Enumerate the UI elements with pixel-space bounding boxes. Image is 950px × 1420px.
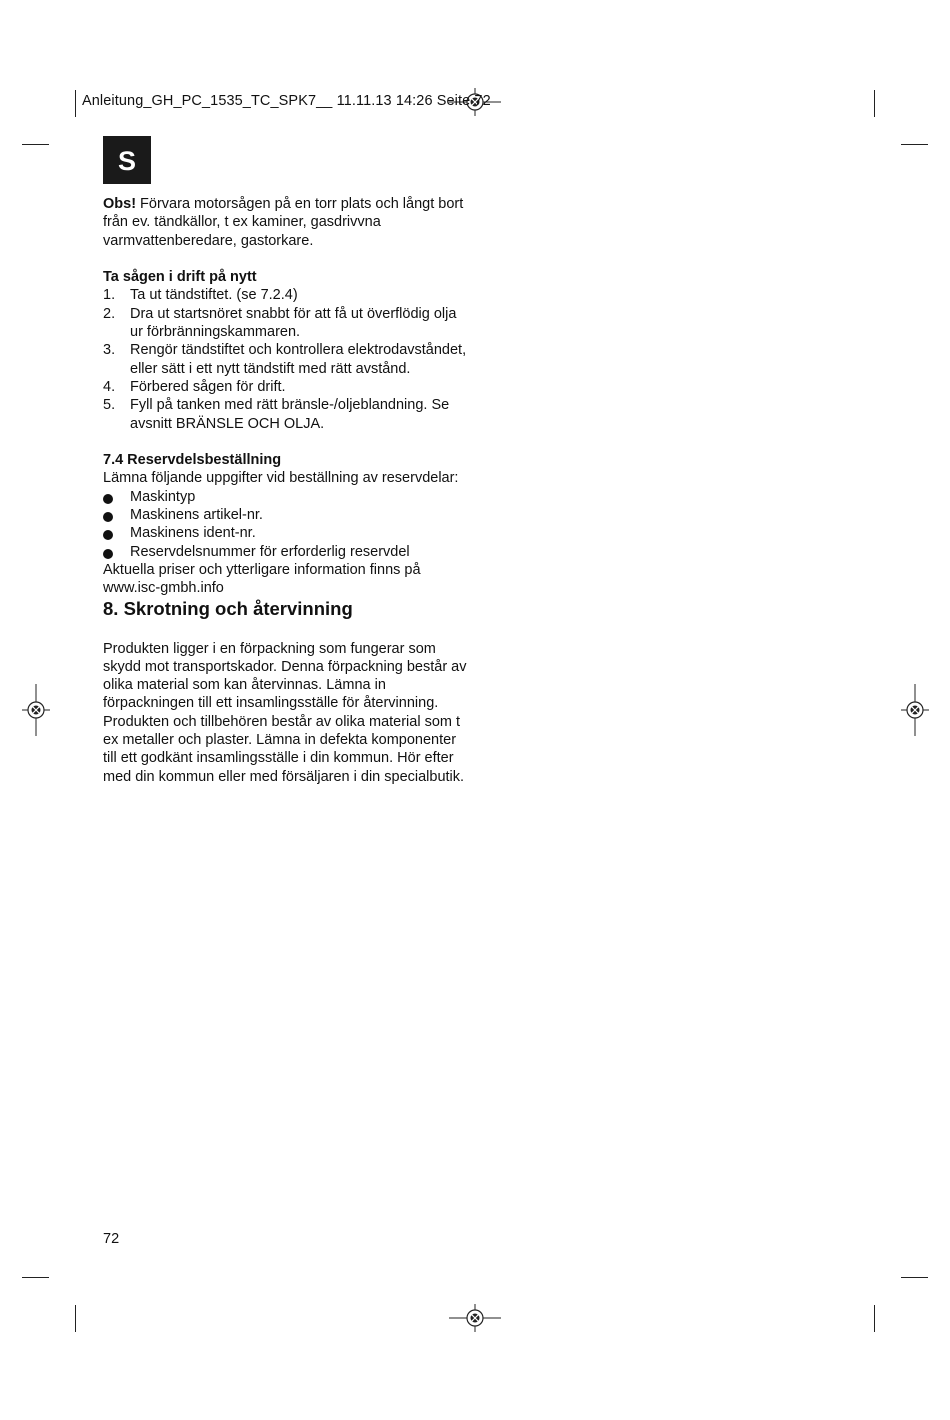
crop-mark bbox=[22, 1277, 49, 1278]
disposal-paragraph-1: Produkten ligger i en förpackning som fungerar som skydd mot transportskador. Denna förpackning består av olika material som kan återvinnas. Lämna in förpackningen till ett insamlingsställe för återvinning. bbox=[103, 640, 467, 712]
registration-mark-left bbox=[22, 684, 50, 736]
list-item: Maskinens ident-nr. bbox=[103, 524, 473, 542]
bullet-icon bbox=[103, 494, 113, 504]
spares-outro: Aktuella priser och ytterligare information finns på www.isc-gmbh.info bbox=[103, 561, 421, 597]
obs-text: Förvara motorsågen på en torr plats och långt bort från ev. tändkällor, t ex kaminer, gasdrivvna varmvattenberedare, gastorkare. bbox=[103, 196, 464, 249]
crop-mark bbox=[901, 144, 928, 145]
list-item: 1. Ta ut tändstiftet. (se 7.2.4) bbox=[103, 287, 298, 304]
language-tab: S bbox=[103, 136, 151, 184]
bullet-icon bbox=[103, 530, 113, 540]
list-item: 3. Rengör tändstiftet och kontrollera elektrodavståndet, eller sätt i ett nytt tändstift med rätt avstånd. bbox=[103, 342, 467, 377]
crop-mark bbox=[901, 1277, 928, 1278]
crop-mark bbox=[75, 90, 76, 117]
list-item: 4. Förbered sågen för drift. bbox=[103, 378, 286, 395]
obs-note bbox=[103, 195, 473, 250]
obs-label: Obs! bbox=[103, 196, 137, 212]
main-content bbox=[103, 195, 473, 786]
crop-mark bbox=[22, 144, 49, 145]
crop-mark bbox=[75, 1305, 76, 1332]
disposal-paragraph-2: Produkten och tillbehören består av olika material som t ex metaller och plaster. Lämna in defekta komponenter till ett godkänt insamlingsställe i din kommun. Hör efter med din kommun eller med försäljaren i din specialbutik. bbox=[103, 713, 465, 785]
registration-mark-right bbox=[901, 684, 929, 736]
restart-steps bbox=[103, 286, 473, 432]
page-number: 72 bbox=[103, 1231, 120, 1247]
restart-heading: Ta sågen i drift på nytt bbox=[103, 269, 257, 286]
spares-list bbox=[103, 488, 473, 561]
list-item: 5. Fyll på tanken med rätt bränsle-/oljeblandning. Se avsnitt BRÄNSLE OCH OLJA. bbox=[103, 397, 450, 432]
spares-intro: Lämna följande uppgifter vid beställning av reservdelar: bbox=[103, 470, 459, 487]
bullet-icon bbox=[103, 512, 113, 522]
print-slug: Anleitung_GH_PC_1535_TC_SPK7__ 11.11.13 14:26 Seite 72 bbox=[82, 93, 491, 109]
disposal-heading: 8. Skrotning och återvinning bbox=[103, 597, 353, 619]
list-item: Maskinens artikel-nr. bbox=[103, 506, 473, 524]
list-item: Maskintyp bbox=[103, 488, 473, 506]
crop-mark bbox=[874, 1305, 875, 1332]
crop-mark bbox=[874, 90, 875, 117]
registration-mark-bottom bbox=[449, 1304, 501, 1332]
spares-heading: 7.4 Reservdelsbeställning bbox=[103, 452, 282, 469]
list-item: Reservdelsnummer för erforderlig reservdel bbox=[103, 543, 473, 561]
bullet-icon bbox=[103, 549, 113, 559]
list-item: 2. Dra ut startsnöret snabbt för att få ut överflödig olja ur förbränningskammaren. bbox=[103, 305, 457, 341]
